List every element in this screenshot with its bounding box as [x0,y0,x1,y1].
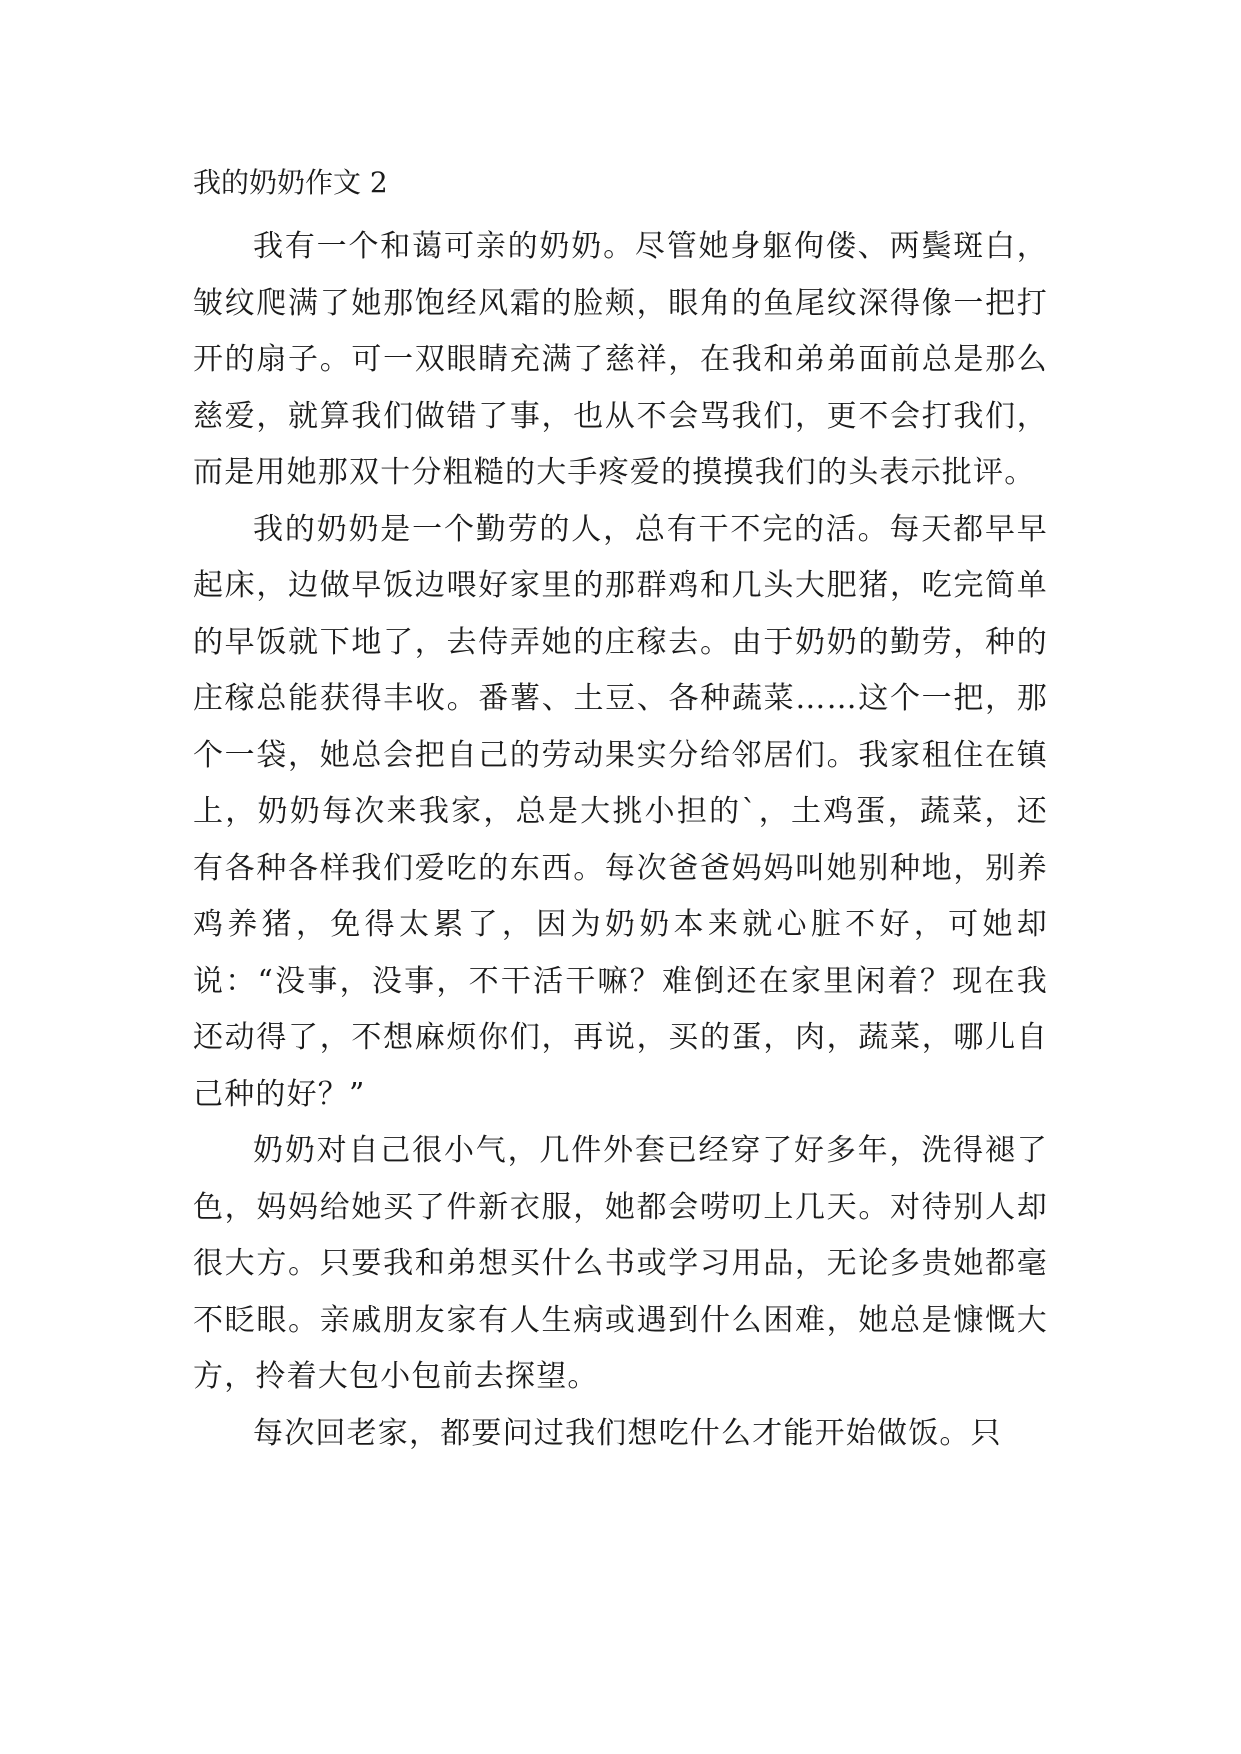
document-body [193,163,1048,1462]
document-title: 我的奶奶作文 2 [193,166,388,199]
paragraph-4: 每次回老家，都要问过我们想吃什么才能开始做饭。只 [253,1415,1002,1451]
paragraph-3: 奶奶对自己很小气，几件外套已经穿了好多年，洗得褪了色，妈妈给她买了件新衣服，她都会唠叨上几天。对待别人却很大方。只要我和弟想买什么书或学习用品，无论多贵她都毫不眨眼。亲戚朋友家有人生病或遇到什么困难，她总是慷慨大方，拎着大包小包前去探望。 [193,1133,1048,1394]
paragraph-2: 我的奶奶是一个勤劳的人，总有干不完的活。每天都早早起床，边做早饭边喂好家里的那群鸡和几头大肥猪，吃完简单的早饭就下地了，去侍弄她的庄稼去。由于奶奶的勤劳，种的庄稼总能获得丰收。番薯、土豆、各种蔬菜……这个一把，那个一袋，她总会把自己的劳动果实分给邻居们。我家租住在镇上，奶奶每次来我家，总是大挑小担的`，土鸡蛋，蔬菜，还有各种各样我们爱吃的东西。每次爸爸妈妈叫她别种地，别养鸡养猪，免得太累了，因为奶奶本来就心脏不好，可她却说：“没事，没事，不干活干嘛？难倒还在家里闲着？现在我还动得了，不想麻烦你们，再说，买的蛋，肉，蔬菜，哪儿自己种的好？” [193,511,1048,1112]
paragraph-1: 我有一个和蔼可亲的奶奶。尽管她身躯佝偻、两鬓斑白，皱纹爬满了她那饱经风霜的脸颊，眼角的鱼尾纹深得像一把打开的扇子。可一双眼睛充满了慈祥，在我和弟弟面前总是那么慈爱，就算我们做错了事，也从不会骂我们，更不会打我们，而是用她那双十分粗糙的大手疼爱的摸摸我们的头表示批评。 [193,229,1048,490]
